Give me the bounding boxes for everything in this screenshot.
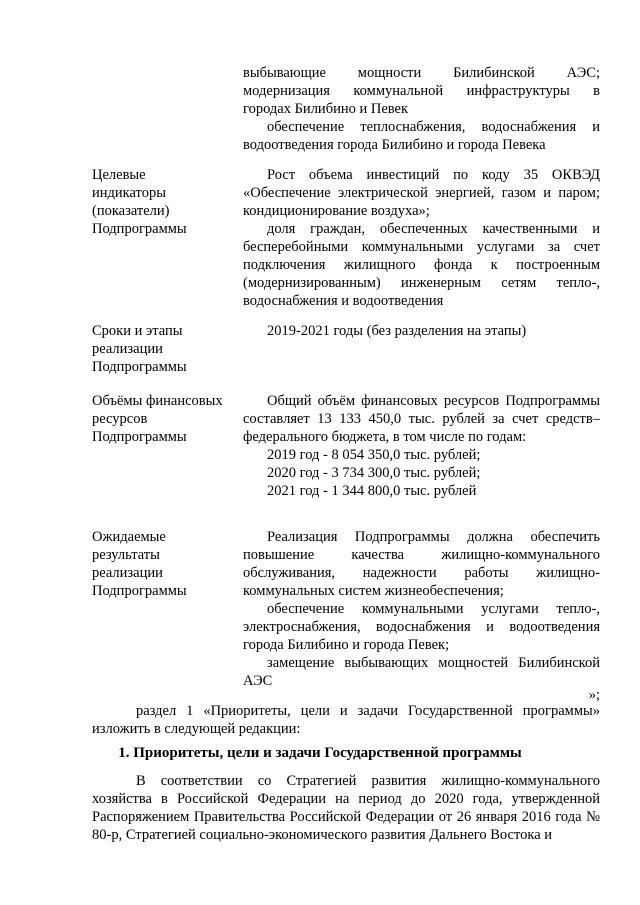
amendment-paragraph xyxy=(92,702,600,738)
indicators-paragraph-2: доля граждан, обеспеченных качественными и бесперебойными коммунальными услугами за счет подключения жилищного фонда к построенным (модернизированным) инженерным сетям тепло-, водоснабжения и водоотведения xyxy=(243,221,600,309)
indicators-paragraph-1: Рост объема инвестиций по коду 35 ОКВЭД «Обеспечение электрической энергией, газом и паром; кондиционирование воздуха»; xyxy=(243,167,600,219)
text-line: водоотведения города Билибино и города Певека xyxy=(243,137,546,153)
results-label xyxy=(92,528,237,600)
label-line: Подпрограммы xyxy=(92,583,187,599)
finance-year-2021: 2021 год - 1 344 800,0 тыс. рублей xyxy=(267,483,477,499)
amendment-text: раздел 1 «Приоритеты, цели и задачи Государственной программы» изложить в следующей редакции: xyxy=(92,703,600,737)
label-line: Подпрограммы xyxy=(92,429,187,445)
label-line: Подпрограммы xyxy=(92,359,187,375)
label-line: реализации xyxy=(92,565,163,581)
label-line: Сроки и этапы xyxy=(92,323,183,339)
finance-year-2020: 2020 год - 3 734 300,0 тыс. рублей; xyxy=(267,465,481,481)
finance-content xyxy=(243,392,600,500)
text-line: обеспечение теплоснабжения, водоснабжения и xyxy=(267,119,600,135)
terms-label xyxy=(92,322,237,376)
finance-year-2019: 2019 год - 8 054 350,0 тыс. рублей; xyxy=(267,447,481,463)
text-line: выбывающие мощности Билибинской АЭС; xyxy=(243,65,600,81)
terms-content xyxy=(243,322,600,340)
text-line: городах Билибино и Певек xyxy=(243,101,408,117)
results-paragraph-2: обеспечение коммунальными услугами тепло-, электроснабжения, водоснабжения и водоотведения города Билибино и города Певек; xyxy=(243,601,600,653)
label-line: Объёмы финансовых xyxy=(92,393,223,409)
results-paragraph-1: Реализация Подпрограммы должна обеспечить повышение качества жилищно-коммунального обслуживания, надежности работы жилищно-коммунальных систем жизнеобеспечения; xyxy=(243,529,600,599)
top-continuation-text xyxy=(243,64,600,154)
label-line: индикаторы xyxy=(92,185,166,201)
section-body xyxy=(92,772,600,844)
section-title: 1. Приоритеты, цели и задачи Государственной программы xyxy=(118,745,522,761)
label-line: ресурсов xyxy=(92,411,148,427)
label-line: реализации xyxy=(92,341,163,357)
label-line: (показатели) xyxy=(92,203,170,219)
label-line: Целевые xyxy=(92,167,146,183)
closing-quote: »; xyxy=(588,687,600,703)
indicators-content xyxy=(243,166,600,310)
section-paragraph: В соответствии со Стратегией развития жилищно-коммунального хозяйства в Российской Федерации на период до 2020 года, утвержденной Распоряжением Правительства Российской Федерации от 26 января 2016 года № 80-р, Стратегией социально-экономического развития Дальнего Востока и xyxy=(92,773,600,843)
label-line: Подпрограммы xyxy=(92,221,187,237)
terms-text: 2019-2021 годы (без разделения на этапы) xyxy=(267,323,527,339)
finance-text: Общий объём финансовых ресурсов Подпрограммы составляет 13 133 450,0 тыс. рублей за счет средств–федерального бюджета, в том числе по годам: xyxy=(243,393,600,445)
label-line: результаты xyxy=(92,547,160,563)
text-line: модернизация коммунальной инфраструктуры в xyxy=(243,83,600,99)
indicators-label xyxy=(92,166,237,238)
label-line: Ожидаемые xyxy=(92,529,166,545)
results-paragraph-3: замещение выбывающих мощностей Билибинской АЭС xyxy=(243,655,600,689)
results-content xyxy=(243,528,600,690)
finance-label xyxy=(92,392,237,446)
